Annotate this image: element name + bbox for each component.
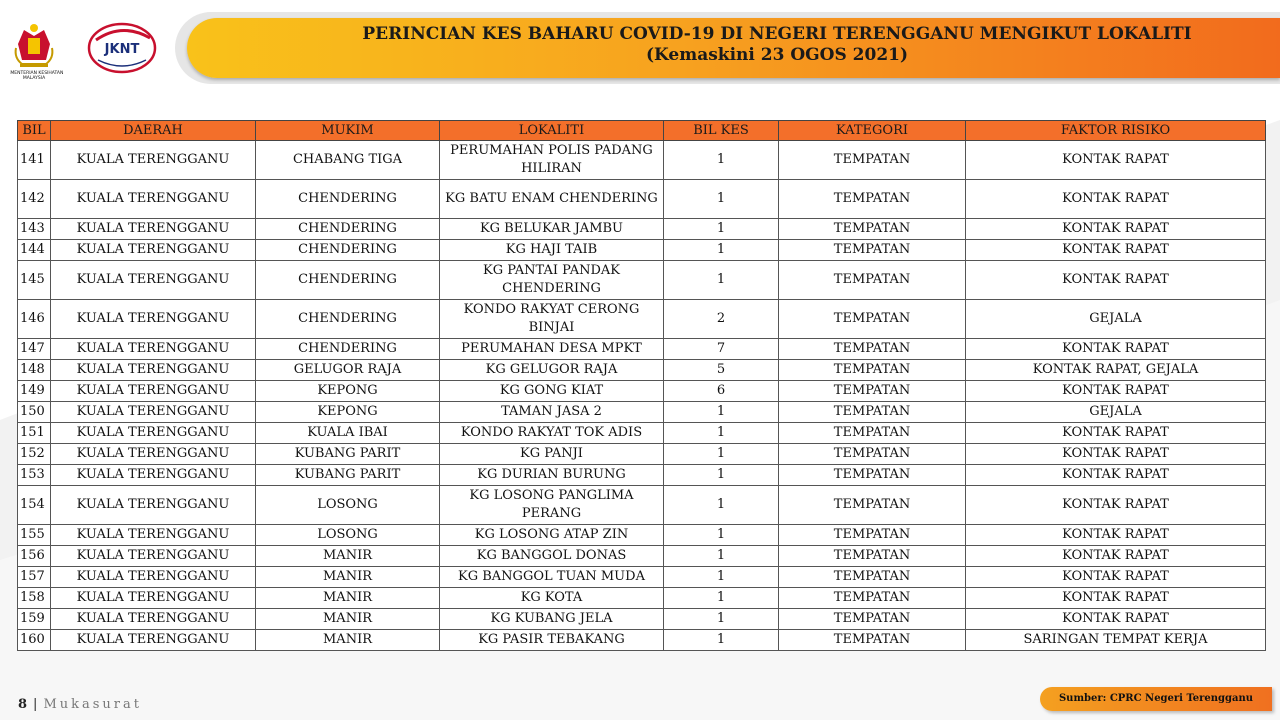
source-badge: Sumber: CPRC Negeri Terengganu xyxy=(1040,687,1272,711)
title-banner xyxy=(175,12,1280,86)
cell-mukim: LOSONG xyxy=(256,486,440,525)
svg-text:MALAYSIA: MALAYSIA xyxy=(22,76,46,81)
svg-text:KEMENTERIAN KESIHATAN: KEMENTERIAN KESIHATAN xyxy=(10,71,64,76)
cell-mukim: CHENDERING xyxy=(256,300,440,339)
cell-kategori: TEMPATAN xyxy=(779,465,966,486)
table-row xyxy=(18,141,1266,180)
logos-area xyxy=(10,20,160,80)
cell-mukim: MANIR xyxy=(256,567,440,588)
cell-bil-kes: 1 xyxy=(664,546,779,567)
cell-daerah: KUALA TERENGGANU xyxy=(51,465,256,486)
title-line-2: (Kemaskini 23 OGOS 2021) xyxy=(645,45,909,65)
table-row xyxy=(18,546,1266,567)
title-line-1: PERINCIAN KES BAHARU COVID-19 DI NEGERI TERENGGANU MENGIKUT LOKALITI xyxy=(362,24,1192,44)
cell-mukim: MANIR xyxy=(256,630,440,651)
cell-bil: 151 xyxy=(18,423,51,444)
table-row xyxy=(18,219,1266,240)
cell-kategori: TEMPATAN xyxy=(779,609,966,630)
table-row xyxy=(18,486,1266,525)
cell-faktor-risiko: KONTAK RAPAT xyxy=(966,240,1266,261)
cell-lokaliti: KG GELUGOR RAJA xyxy=(440,360,664,381)
cell-bil: 156 xyxy=(18,546,51,567)
cell-daerah: KUALA TERENGGANU xyxy=(51,261,256,300)
cell-mukim: CHENDERING xyxy=(256,261,440,300)
cell-mukim: CHENDERING xyxy=(256,240,440,261)
cell-bil: 154 xyxy=(18,486,51,525)
cell-lokaliti: KG BELUKAR JAMBU xyxy=(440,219,664,240)
cell-faktor-risiko: KONTAK RAPAT xyxy=(966,444,1266,465)
cell-bil-kes: 7 xyxy=(664,339,779,360)
cell-daerah: KUALA TERENGGANU xyxy=(51,360,256,381)
cell-kategori: TEMPATAN xyxy=(779,402,966,423)
cell-daerah: KUALA TERENGGANU xyxy=(51,525,256,546)
cell-lokaliti: KG BANGGOL TUAN MUDA xyxy=(440,567,664,588)
cell-lokaliti: KONDO RAKYAT TOK ADIS xyxy=(440,423,664,444)
cell-lokaliti: KG BATU ENAM CHENDERING xyxy=(440,180,664,219)
kkm-crest-icon xyxy=(16,24,53,67)
cell-daerah: KUALA TERENGGANU xyxy=(51,141,256,180)
page-footer xyxy=(18,697,142,712)
table-body xyxy=(18,141,1266,651)
cell-lokaliti: KG HAJI TAIB xyxy=(440,240,664,261)
cell-bil-kes: 1 xyxy=(664,465,779,486)
cell-faktor-risiko: KONTAK RAPAT xyxy=(966,588,1266,609)
cell-bil: 144 xyxy=(18,240,51,261)
cell-bil-kes: 1 xyxy=(664,444,779,465)
footer-separator: | xyxy=(33,697,38,712)
cell-faktor-risiko: KONTAK RAPAT xyxy=(966,219,1266,240)
cell-daerah: KUALA TERENGGANU xyxy=(51,588,256,609)
cell-kategori: TEMPATAN xyxy=(779,525,966,546)
cell-bil-kes: 1 xyxy=(664,141,779,180)
column-header: MUKIM xyxy=(256,121,440,141)
cell-kategori: TEMPATAN xyxy=(779,261,966,300)
cell-faktor-risiko: GEJALA xyxy=(966,300,1266,339)
cell-kategori: TEMPATAN xyxy=(779,240,966,261)
cell-faktor-risiko: KONTAK RAPAT xyxy=(966,486,1266,525)
cell-faktor-risiko: KONTAK RAPAT xyxy=(966,609,1266,630)
column-header: FAKTOR RISIKO xyxy=(966,121,1266,141)
cell-lokaliti: TAMAN JASA 2 xyxy=(440,402,664,423)
cell-mukim: KEPONG xyxy=(256,381,440,402)
jknt-logo-icon xyxy=(89,24,155,72)
table-row xyxy=(18,240,1266,261)
cell-bil: 158 xyxy=(18,588,51,609)
cell-lokaliti: KG KUBANG JELA xyxy=(440,609,664,630)
cell-bil: 152 xyxy=(18,444,51,465)
cell-bil-kes: 5 xyxy=(664,360,779,381)
cell-daerah: KUALA TERENGGANU xyxy=(51,546,256,567)
cell-bil-kes: 1 xyxy=(664,609,779,630)
cell-faktor-risiko: KONTAK RAPAT xyxy=(966,423,1266,444)
cell-bil: 147 xyxy=(18,339,51,360)
cell-mukim: GELUGOR RAJA xyxy=(256,360,440,381)
cell-faktor-risiko: KONTAK RAPAT xyxy=(966,546,1266,567)
table-row xyxy=(18,465,1266,486)
cell-lokaliti: PERUMAHAN DESA MPKT xyxy=(440,339,664,360)
cell-kategori: TEMPATAN xyxy=(779,630,966,651)
cell-daerah: KUALA TERENGGANU xyxy=(51,609,256,630)
cell-bil-kes: 1 xyxy=(664,486,779,525)
cell-kategori: TEMPATAN xyxy=(779,546,966,567)
cell-daerah: KUALA TERENGGANU xyxy=(51,630,256,651)
cell-bil-kes: 1 xyxy=(664,567,779,588)
cell-bil: 142 xyxy=(18,180,51,219)
cell-bil-kes: 1 xyxy=(664,402,779,423)
table-row xyxy=(18,423,1266,444)
page-number: 8 xyxy=(18,697,28,712)
table-row xyxy=(18,525,1266,546)
cell-kategori: TEMPATAN xyxy=(779,300,966,339)
cell-daerah: KUALA TERENGGANU xyxy=(51,423,256,444)
svg-text:JKNT: JKNT xyxy=(104,42,140,57)
cell-daerah: KUALA TERENGGANU xyxy=(51,300,256,339)
cell-mukim: CHENDERING xyxy=(256,180,440,219)
column-header: KATEGORI xyxy=(779,121,966,141)
column-header: LOKALITI xyxy=(440,121,664,141)
cell-daerah: KUALA TERENGGANU xyxy=(51,381,256,402)
column-header: BIL xyxy=(18,121,51,141)
page-word: Mukasurat xyxy=(43,697,142,712)
cell-bil: 157 xyxy=(18,567,51,588)
cell-faktor-risiko: KONTAK RAPAT xyxy=(966,339,1266,360)
cell-mukim: CHENDERING xyxy=(256,219,440,240)
table-row xyxy=(18,402,1266,423)
cell-lokaliti: KG PASIR TEBAKANG xyxy=(440,630,664,651)
cell-bil: 145 xyxy=(18,261,51,300)
cell-lokaliti: KG PANTAI PANDAK CHENDERING xyxy=(440,261,664,300)
table-row xyxy=(18,609,1266,630)
column-header: BIL KES xyxy=(664,121,779,141)
cases-table xyxy=(17,120,1266,651)
cell-faktor-risiko: KONTAK RAPAT xyxy=(966,465,1266,486)
page-title xyxy=(287,24,1267,66)
cell-daerah: KUALA TERENGGANU xyxy=(51,219,256,240)
cell-bil-kes: 1 xyxy=(664,261,779,300)
cell-mukim: KEPONG xyxy=(256,402,440,423)
cell-lokaliti: KG LOSONG ATAP ZIN xyxy=(440,525,664,546)
cell-bil-kes: 1 xyxy=(664,630,779,651)
cell-faktor-risiko: KONTAK RAPAT xyxy=(966,180,1266,219)
cell-faktor-risiko: KONTAK RAPAT, GEJALA xyxy=(966,360,1266,381)
cell-faktor-risiko: KONTAK RAPAT xyxy=(966,567,1266,588)
banner-fill xyxy=(187,18,1280,78)
table-row xyxy=(18,630,1266,651)
table-row xyxy=(18,381,1266,402)
cell-daerah: KUALA TERENGGANU xyxy=(51,402,256,423)
cell-kategori: TEMPATAN xyxy=(779,423,966,444)
cell-lokaliti: KG LOSONG PANGLIMA PERANG xyxy=(440,486,664,525)
cell-bil: 150 xyxy=(18,402,51,423)
cell-kategori: TEMPATAN xyxy=(779,567,966,588)
cell-faktor-risiko: SARINGAN TEMPAT KERJA xyxy=(966,630,1266,651)
table-row xyxy=(18,444,1266,465)
cell-bil-kes: 1 xyxy=(664,180,779,219)
table-row xyxy=(18,261,1266,300)
cell-kategori: TEMPATAN xyxy=(779,486,966,525)
table-row xyxy=(18,180,1266,219)
cell-lokaliti: KONDO RAKYAT CERONG BINJAI xyxy=(440,300,664,339)
table-row xyxy=(18,567,1266,588)
cell-mukim: KUBANG PARIT xyxy=(256,465,440,486)
cell-mukim: MANIR xyxy=(256,588,440,609)
cell-kategori: TEMPATAN xyxy=(779,180,966,219)
cell-faktor-risiko: KONTAK RAPAT xyxy=(966,525,1266,546)
cell-kategori: TEMPATAN xyxy=(779,339,966,360)
table-header-row xyxy=(18,121,1266,141)
cell-bil: 148 xyxy=(18,360,51,381)
cell-bil: 153 xyxy=(18,465,51,486)
cell-bil: 159 xyxy=(18,609,51,630)
cell-faktor-risiko: KONTAK RAPAT xyxy=(966,381,1266,402)
cell-daerah: KUALA TERENGGANU xyxy=(51,240,256,261)
cell-faktor-risiko: GEJALA xyxy=(966,402,1266,423)
cell-mukim: CHABANG TIGA xyxy=(256,141,440,180)
table-row xyxy=(18,360,1266,381)
cell-daerah: KUALA TERENGGANU xyxy=(51,180,256,219)
cell-lokaliti: KG KOTA xyxy=(440,588,664,609)
cell-daerah: KUALA TERENGGANU xyxy=(51,444,256,465)
cell-bil-kes: 6 xyxy=(664,381,779,402)
cell-mukim: MANIR xyxy=(256,546,440,567)
cell-mukim: KUALA IBAI xyxy=(256,423,440,444)
cell-bil-kes: 1 xyxy=(664,219,779,240)
cell-bil-kes: 1 xyxy=(664,240,779,261)
cell-mukim: CHENDERING xyxy=(256,339,440,360)
cell-daerah: KUALA TERENGGANU xyxy=(51,567,256,588)
cell-bil-kes: 2 xyxy=(664,300,779,339)
cell-lokaliti: PERUMAHAN POLIS PADANG HILIRAN xyxy=(440,141,664,180)
cell-faktor-risiko: KONTAK RAPAT xyxy=(966,261,1266,300)
cell-daerah: KUALA TERENGGANU xyxy=(51,339,256,360)
table-row xyxy=(18,339,1266,360)
cell-daerah: KUALA TERENGGANU xyxy=(51,486,256,525)
cell-kategori: TEMPATAN xyxy=(779,141,966,180)
cell-bil: 160 xyxy=(18,630,51,651)
table-row xyxy=(18,588,1266,609)
cell-mukim: LOSONG xyxy=(256,525,440,546)
cell-lokaliti: KG PANJI xyxy=(440,444,664,465)
cell-lokaliti: KG BANGGOL DONAS xyxy=(440,546,664,567)
cell-bil-kes: 1 xyxy=(664,525,779,546)
cell-bil: 141 xyxy=(18,141,51,180)
cell-bil: 146 xyxy=(18,300,51,339)
cell-kategori: TEMPATAN xyxy=(779,444,966,465)
cell-bil-kes: 1 xyxy=(664,588,779,609)
cell-mukim: MANIR xyxy=(256,609,440,630)
cell-kategori: TEMPATAN xyxy=(779,381,966,402)
cell-mukim: KUBANG PARIT xyxy=(256,444,440,465)
cell-lokaliti: KG DURIAN BURUNG xyxy=(440,465,664,486)
cell-bil-kes: 1 xyxy=(664,423,779,444)
column-header: DAERAH xyxy=(51,121,256,141)
table-row xyxy=(18,300,1266,339)
cell-kategori: TEMPATAN xyxy=(779,219,966,240)
cell-bil: 143 xyxy=(18,219,51,240)
cell-kategori: TEMPATAN xyxy=(779,588,966,609)
cell-lokaliti: KG GONG KIAT xyxy=(440,381,664,402)
cell-faktor-risiko: KONTAK RAPAT xyxy=(966,141,1266,180)
cell-bil: 149 xyxy=(18,381,51,402)
cell-bil: 155 xyxy=(18,525,51,546)
cell-kategori: TEMPATAN xyxy=(779,360,966,381)
